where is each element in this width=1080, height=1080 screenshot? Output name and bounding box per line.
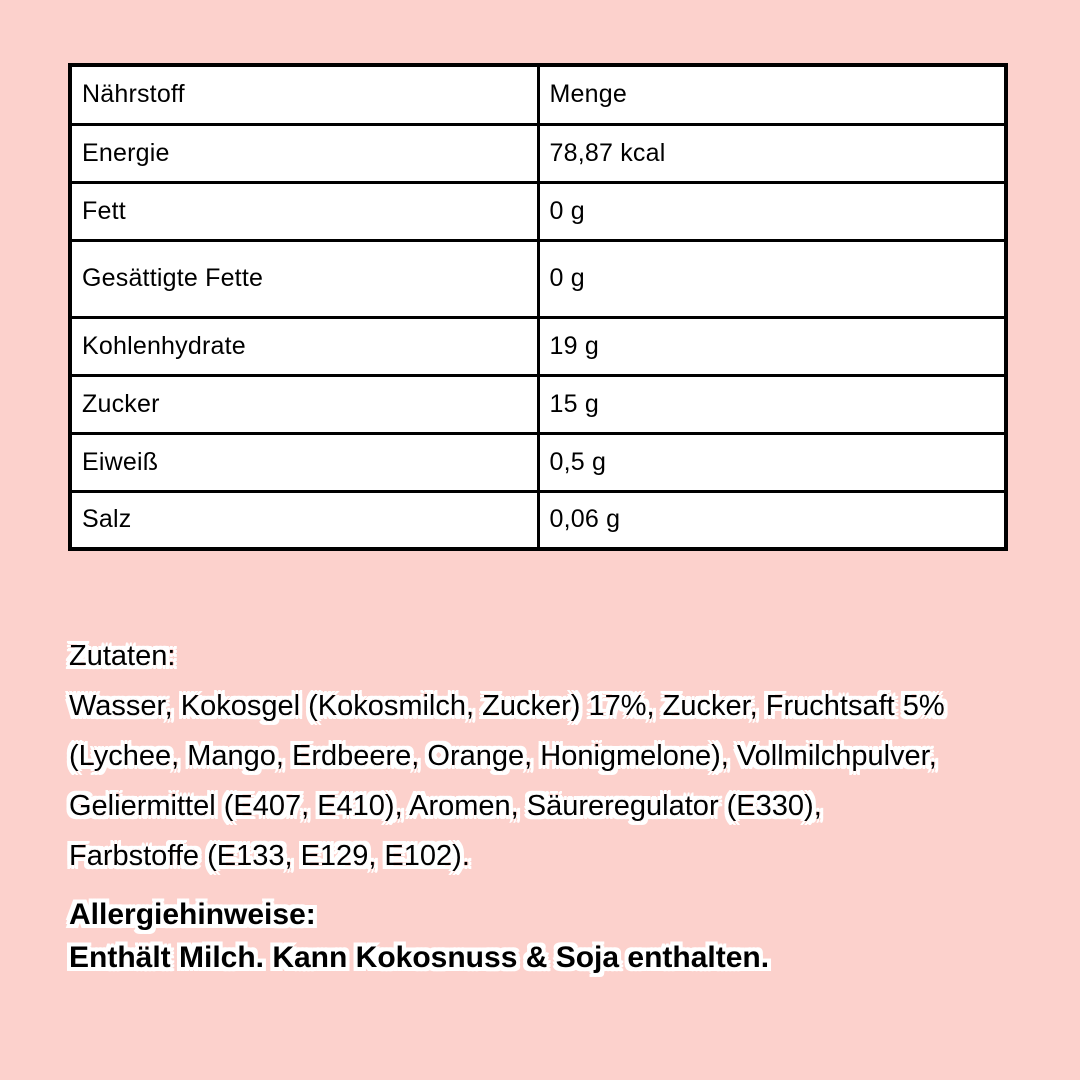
table-header-row [70,65,1006,124]
nutrient-label: Zucker [70,375,538,433]
table-row-gesaettigte-fette [70,240,1006,317]
nutrient-label: Fett [70,182,538,240]
nutrient-label: Kohlenhydrate [70,317,538,375]
table-row-fett [70,182,1006,240]
nutrient-label: Energie [70,124,538,182]
table-row-zucker [70,375,1006,433]
ingredients-line: Farbstoffe (E133, E129, E102). [69,840,470,872]
nutrient-value: 0,06 g [538,491,1006,549]
table-row-energie [70,124,1006,182]
nutrient-label: Eiweiß [70,433,538,491]
table-row-salz [70,491,1006,549]
column-header-nutrient: Nährstoff [70,65,538,124]
table-row-kohlenhydrate [70,317,1006,375]
nutrient-value: 78,87 kcal [538,124,1006,182]
nutrient-label: Salz [70,491,538,549]
ingredients-section [69,631,945,881]
table-row-eiweiss [70,433,1006,491]
allergy-text: Enthält Milch. Kann Kokosnuss & Soja enthalten. [69,941,770,974]
ingredients-line: (Lychee, Mango, Erdbeere, Orange, Honigmelone), Vollmilchpulver, [69,740,937,772]
nutrient-value: 19 g [538,317,1006,375]
ingredients-line: Wasser, Kokosgel (Kokosmilch, Zucker) 17%, Zucker, Fruchtsaft 5% [69,690,945,722]
nutrient-value: 0,5 g [538,433,1006,491]
column-header-amount: Menge [538,65,1006,124]
allergy-section [69,893,769,979]
ingredients-line: Geliermittel (E407, E410), Aromen, Säureregulator (E330), [69,790,822,822]
nutrient-value: 0 g [538,240,1006,317]
nutrient-value: 15 g [538,375,1006,433]
nutrient-value: 0 g [538,182,1006,240]
ingredients-heading: Zutaten: [69,640,176,672]
nutrient-label: Gesättigte Fette [70,240,538,317]
nutrition-table [68,63,1008,551]
allergy-heading: Allergiehinweise: [69,898,316,931]
